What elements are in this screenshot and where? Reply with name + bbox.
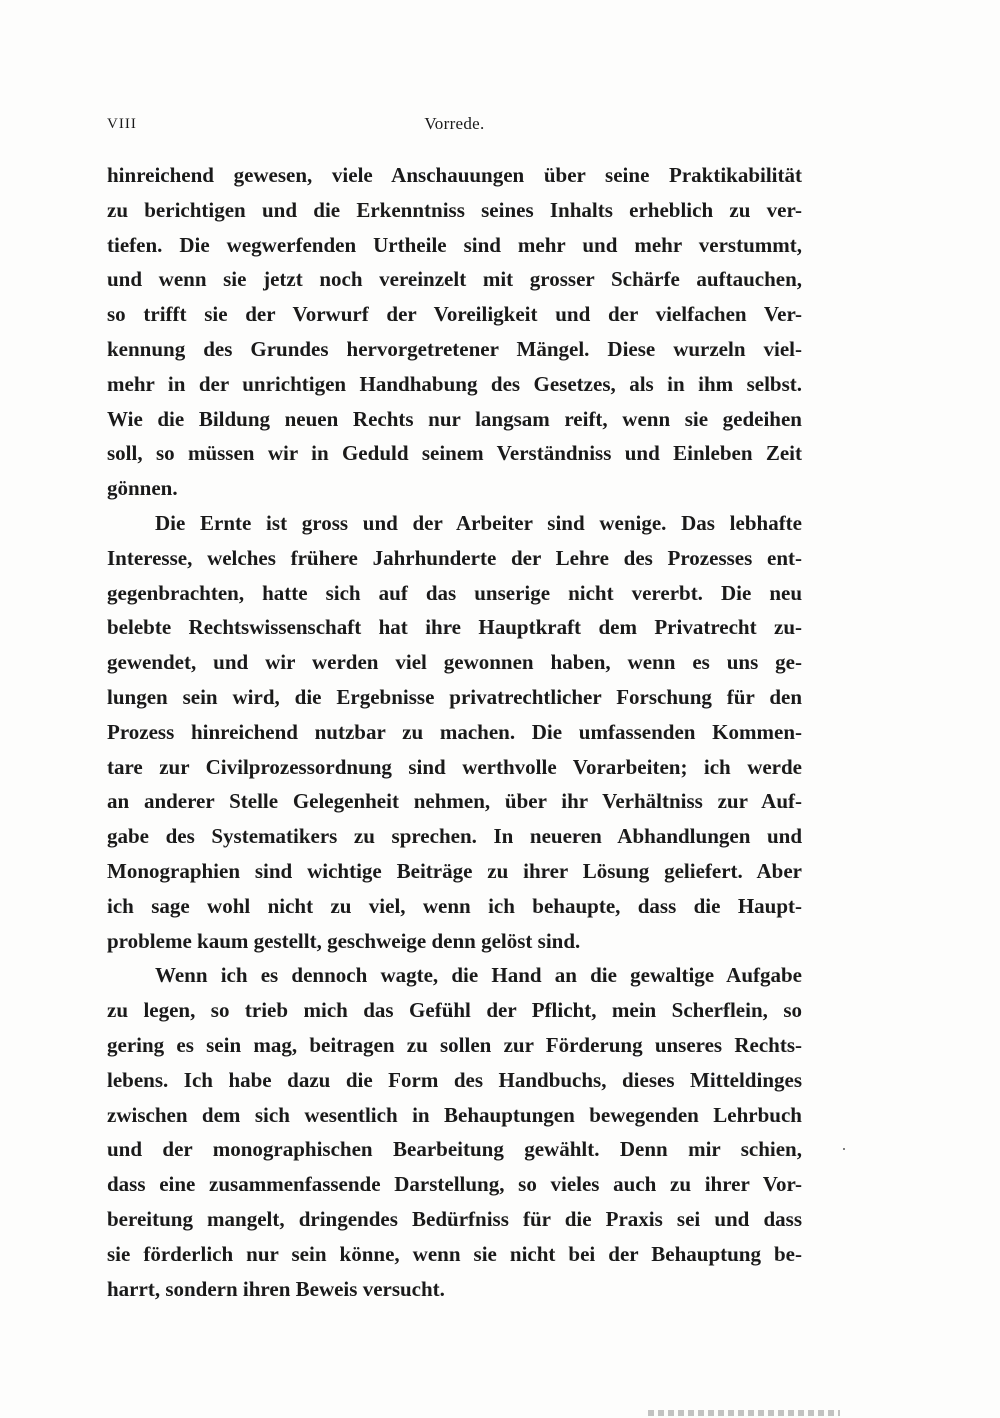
text-line: probleme kaum gestellt, geschweige denn gelöst sind. <box>107 928 581 953</box>
text-line: Wie die Bildung neuen Rechts nur langsam reift, wenn sie gedeihen <box>107 406 802 431</box>
text-line: lungen sein wird, die Ergebnisse privatrechtlicher Forschung für den <box>107 684 802 709</box>
text-line: Prozess hinreichend nutzbar zu machen. Die umfassenden Kommen- <box>107 719 802 744</box>
text-line: gegenbrachten, hatte sich auf das unserige nicht vererbt. Die neu <box>107 580 802 605</box>
text-line: hinreichend gewesen, viele Anschauungen über seine Praktikabilität <box>107 163 802 187</box>
text-line: tare zur Civilprozessordnung sind werthvolle Vorarbeiten; ich werde <box>107 754 802 779</box>
scan-speck <box>843 1148 845 1150</box>
text-line: so trifft sie der Vorwurf der Voreiligkeit und der vielfachen Ver- <box>107 302 802 327</box>
paragraph-1 <box>107 158 802 506</box>
text-line: gönnen. <box>107 476 178 501</box>
paragraph-3 <box>107 958 802 1306</box>
text-line: ich sage wohl nicht zu viel, wenn ich behaupte, dass die Haupt- <box>107 893 802 918</box>
text-line: gewendet, und wir werden viel gewonnen haben, wenn es uns ge- <box>107 650 802 675</box>
text-line: und der monographischen Bearbeitung gewählt. Denn mir schien, <box>107 1137 802 1162</box>
text-line: mehr in der unrichtigen Handhabung des Gesetzes, als in ihm selbst. <box>107 371 802 396</box>
text-line: gabe des Systematikers zu sprechen. In neueren Abhandlungen und <box>107 824 802 849</box>
page-number: VIII <box>107 116 137 132</box>
page-header <box>107 114 802 140</box>
text-line: belebte Rechtswissenschaft hat ihre Hauptkraft dem Privatrecht zu- <box>107 615 802 640</box>
text-line: lebens. Ich habe dazu die Form des Handbuchs, dieses Mitteldinges <box>107 1067 802 1092</box>
running-title: Vorrede. <box>424 114 485 133</box>
body-text <box>107 158 802 1306</box>
paragraph-2 <box>107 506 802 958</box>
text-line: Wenn ich es dennoch wagte, die Hand an die gewaltige Aufgabe <box>155 963 802 988</box>
text-line: zu berichtigen und die Erkenntniss seines Inhalts erheblich zu ver- <box>107 197 802 222</box>
text-line: zwischen dem sich wesentlich in Behauptungen bewegenden Lehrbuch <box>107 1102 802 1127</box>
text-line: Die Ernte ist gross und der Arbeiter sind wenige. Das lebhafte <box>155 510 802 535</box>
text-line: harrt, sondern ihren Beweis versucht. <box>107 1276 445 1301</box>
text-line: soll, so müssen wir in Geduld seinem Verständniss und Einleben Zeit <box>107 441 802 466</box>
text-line: Interesse, welches frühere Jahrhunderte der Lehre des Prozesses ent- <box>107 545 802 570</box>
text-line: bereitung mangelt, dringendes Bedürfniss für die Praxis sei und dass <box>107 1206 802 1231</box>
text-line: sie förderlich nur sein könne, wenn sie nicht bei der Behauptung be- <box>107 1241 802 1266</box>
text-line: gering es sein mag, beitragen zu sollen zur Förderung unseres Rechts- <box>107 1032 802 1057</box>
text-line: dass eine zusammenfassende Darstellung, so vieles auch zu ihrer Vor- <box>107 1172 802 1197</box>
text-line: tiefen. Die wegwerfenden Urtheile sind mehr und mehr verstummt, <box>107 232 802 257</box>
text-line: und wenn sie jetzt noch vereinzelt mit grosser Schärfe auftauchen, <box>107 267 802 292</box>
scan-footer-mark <box>648 1410 840 1416</box>
text-line: zu legen, so trieb mich das Gefühl der Pflicht, mein Scherflein, so <box>107 998 802 1023</box>
text-line: Monographien sind wichtige Beiträge zu ihrer Lösung geliefert. Aber <box>107 858 802 883</box>
text-line: kennung des Grundes hervorgetretener Mängel. Diese wurzeln viel- <box>107 336 802 361</box>
text-line: an anderer Stelle Gelegenheit nehmen, über ihr Verhältniss zur Auf- <box>107 789 802 814</box>
